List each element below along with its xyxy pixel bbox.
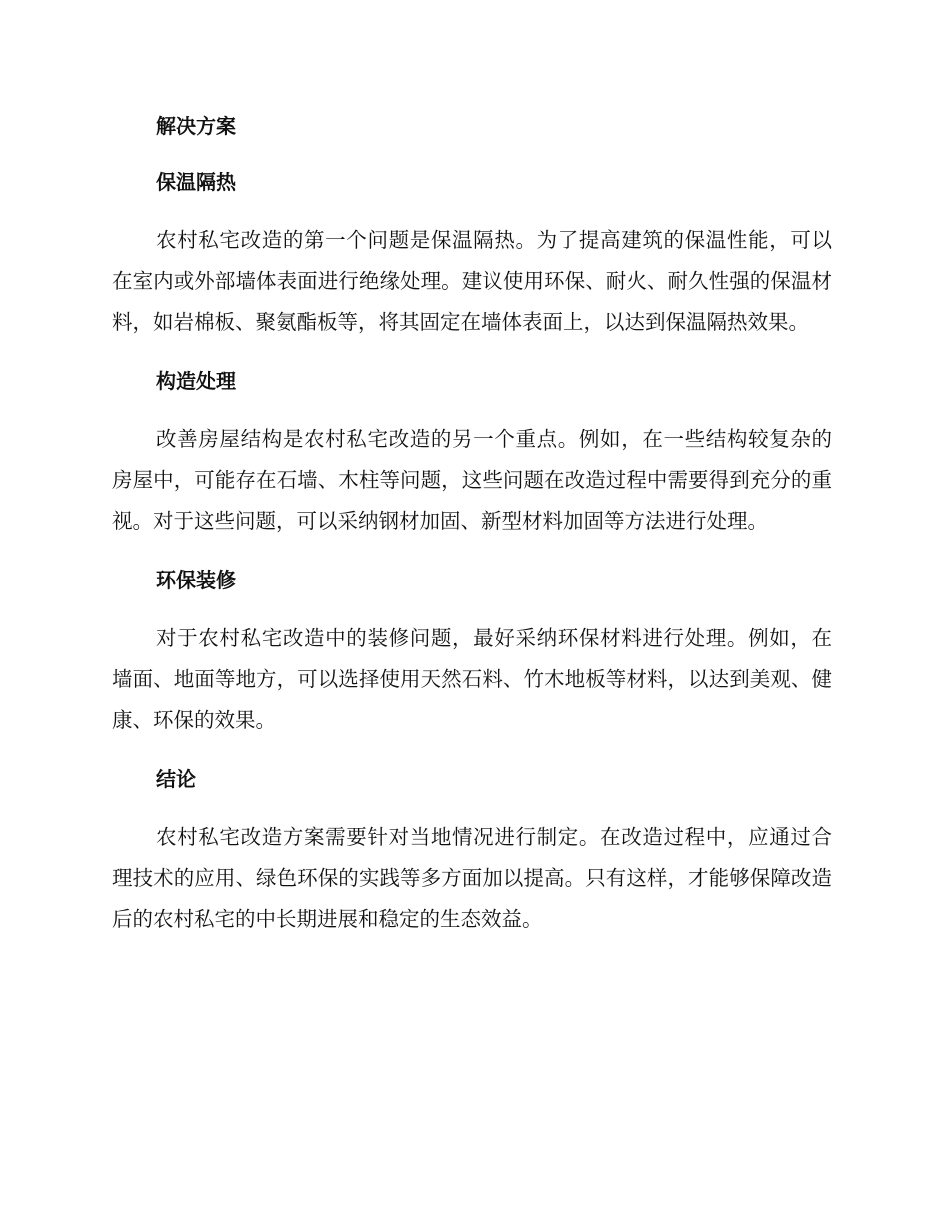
section-heading-conclusion: 结论 — [156, 767, 196, 791]
paragraph-conclusion: 农村私宅改造方案需要针对当地情况进行制定。在改造过程中，应通过合理技术的应用、绿色环保的实践等多方面加以提高。只有这样，才能够保障改造后的农村私宅的中长期进展和稳定的生态效益。 — [112, 825, 832, 931]
section-heading-structure: 构造处理 — [156, 369, 236, 393]
document-content — [112, 108, 832, 940]
section-heading-insulation: 保温隔热 — [156, 170, 236, 194]
section-heading-eco-decoration: 环保装修 — [156, 568, 236, 592]
paragraph-eco-decoration: 对于农村私宅改造中的装修问题，最好采纳环保材料进行处理。例如，在墙面、地面等地方，可以选择使用天然石料、竹木地板等材料，以达到美观、健康、环保的效果。 — [112, 626, 832, 732]
section-heading-solution: 解决方案 — [156, 114, 236, 138]
paragraph-insulation: 农村私宅改造的第一个问题是保温隔热。为了提高建筑的保温性能，可以在室内或外部墙体表面进行绝缘处理。建议使用环保、耐火、耐久性强的保温材料，如岩棉板、聚氨酯板等，将其固定在墙体表面上，以达到保温隔热效果。 — [112, 228, 832, 334]
paragraph-structure: 改善房屋结构是农村私宅改造的另一个重点。例如，在一些结构较复杂的房屋中，可能存在石墙、木柱等问题，这些问题在改造过程中需要得到充分的重视。对于这些问题，可以采纳钢材加固、新型材料加固等方法进行处理。 — [112, 427, 832, 533]
